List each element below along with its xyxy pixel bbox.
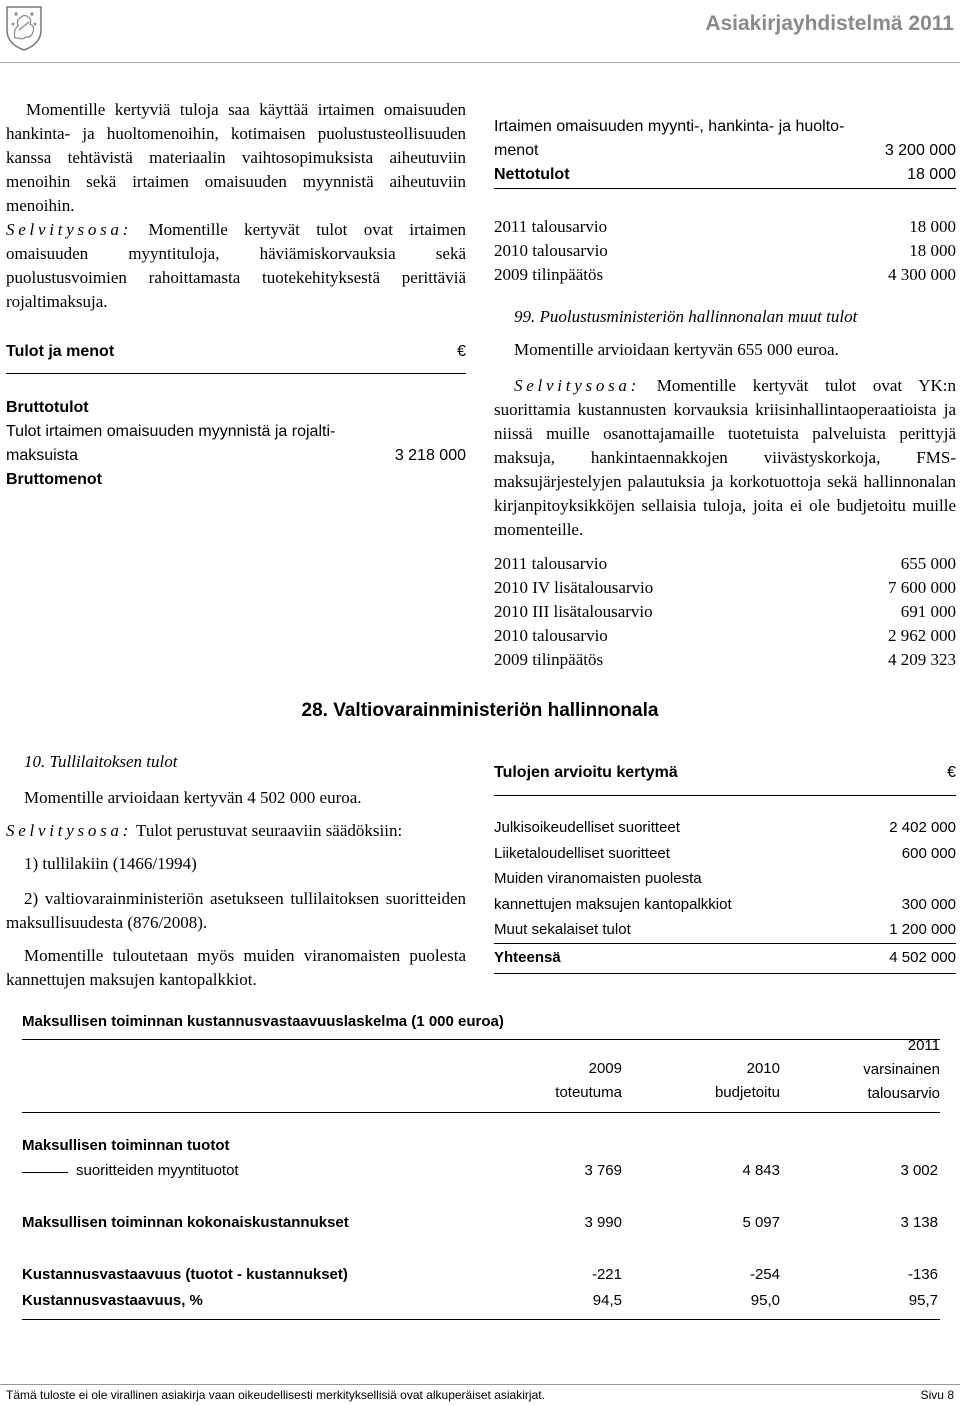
cost-table-title: Maksullisen toiminnan kustannusvastaavuuslaskelma (1 000 euroa) [22, 1013, 504, 1030]
euro-symbol: € [457, 343, 466, 360]
history-row [494, 600, 956, 624]
history-label: 2010 III lisätalousarvio [494, 602, 653, 621]
kertyma-label: kannettujen maksujen kantopalkkiot [494, 895, 732, 913]
header-rule [0, 62, 960, 63]
kv-label: Kustannusvastaavuus (tuotot - kustannukset) [22, 1266, 348, 1283]
selvitysosa-paragraph [6, 218, 466, 314]
cost-table-rule-top [22, 1039, 940, 1040]
history-value: 4 300 000 [888, 265, 956, 284]
footer-text: Tämä tuloste ei ole virallinen asiakirja vaan oikeudellisesti merkityksellisiä ovat alkuperäiset asiakirjat. [6, 1388, 545, 1402]
page-title: Asiakirjayhdistelmä 2011 [705, 12, 954, 35]
right-top-table [494, 115, 956, 187]
footer-rule [0, 1384, 960, 1385]
section-99-selvitysosa [494, 374, 956, 542]
cell: -254 [749, 1266, 780, 1283]
col-header-2011 [830, 1034, 940, 1106]
nettotulot-rule [494, 188, 956, 189]
selvitysosa-text: Momentille kertyvät tulot ovat irtaimen omaisuuden myyntituloja, häviämiskorvauksia sekä puolustusvoimien rahoittamasta tuotekehityksestä perittäviä rojaltimaksuja. [6, 220, 467, 311]
menot-item-line1: Irtaimen omaisuuden myynti-, hankinta- ja huolto- [494, 118, 845, 135]
history-row [494, 552, 956, 576]
cost-table-rule-bottom [22, 1319, 940, 1320]
history-row [494, 648, 956, 672]
history-value: 7 600 000 [888, 578, 956, 597]
history-label: 2011 talousarvio [494, 217, 608, 236]
col-header-type: varsinainen [863, 1061, 940, 1078]
history-value: 18 000 [909, 241, 956, 260]
nettotulot-row [494, 163, 956, 187]
lion-crest-icon [4, 4, 44, 52]
history-row [494, 263, 956, 287]
kokonaiskustannukset-row [22, 1214, 940, 1236]
kertyma-value: 300 000 [901, 895, 956, 913]
history-label: 2009 tilinpäätös [494, 650, 604, 669]
coat-of-arms-logo [4, 4, 44, 52]
tulot-ja-menot-header [6, 343, 466, 361]
kertyma-total-row [494, 947, 956, 969]
selvitysosa-label: Selvitysosa: [514, 376, 641, 395]
law-item-2: 2) valtiovarainministeriön asetukseen tullilaitoksen suoritteiden maksullisuudesta (876/2008). [6, 889, 466, 932]
kertyma-value: 600 000 [901, 844, 956, 862]
history-row [494, 215, 956, 239]
total-rule-bottom [494, 973, 956, 974]
history-value: 691 000 [900, 602, 956, 621]
kertyma-title: Tulojen arvioitu kertymä [494, 764, 678, 781]
nettotulot-value: 18 000 [907, 166, 956, 183]
history-label: 2010 talousarvio [494, 626, 608, 645]
menot-item-row [494, 139, 956, 163]
col-header-type: talousarvio [867, 1085, 940, 1102]
selvitysosa-label: Selvitysosa: [6, 220, 133, 239]
cell: 5 097 [742, 1214, 780, 1231]
col-header-type: budjetoitu [714, 1084, 780, 1101]
kertyma-table [494, 815, 956, 943]
section-10-estimate: Momentille arvioidaan kertyvän 4 502 000 euroa. [24, 788, 362, 807]
footer-page: Sivu 8 [920, 1388, 954, 1402]
section-10-title: 10. Tullilaitoksen tulot [24, 752, 178, 771]
brutto-item-value: 3 218 000 [394, 447, 466, 464]
nettotulot-label: Nettotulot [494, 166, 570, 183]
history-list [494, 215, 956, 287]
bruttomenot-label: Bruttomenot [6, 471, 102, 488]
kertyma-row [494, 841, 956, 867]
cell: 4 843 [742, 1162, 780, 1179]
history-label: 2011 talousarvio [494, 554, 608, 573]
brutto-table [6, 396, 466, 492]
kertyma-rule [494, 795, 956, 796]
selvitysosa-label: Selvitysosa: [6, 821, 133, 840]
chapter-heading: 28. Valtiovarainministeriön hallinnonala [301, 700, 659, 721]
col-header-type: toteutuma [555, 1084, 622, 1101]
cell: 95,7 [908, 1292, 938, 1309]
kertyma-label: Julkisoikeudelliset suoritteet [494, 819, 680, 836]
history-value: 4 209 323 [888, 650, 956, 669]
history-label: 2010 talousarvio [494, 241, 608, 260]
kertyma-row [494, 917, 956, 943]
section-10-note: Momentille tuloutetaan myös muiden viranomaisten puolesta kannettujen maksujen kantopalkkiot. [6, 946, 466, 989]
kertyma-multi-line1: Muiden viranomaisten puolesta [494, 870, 702, 887]
section-99-estimate: Momentille arvioidaan kertyvän 655 000 euroa. [514, 340, 839, 359]
euro-symbol: € [947, 764, 956, 781]
kertyma-label: Liiketaloudelliset suoritteet [494, 844, 670, 862]
menot-item-line2: menot [494, 142, 539, 159]
selvitysosa-text: Tulot perustuvat seuraaviin säädöksiin: [136, 821, 403, 840]
history-label: 2009 tilinpäätös [494, 265, 604, 284]
section-10-selvitysosa [6, 821, 466, 841]
menot-item-value: 3 200 000 [884, 142, 956, 159]
col-header-2009 [520, 1057, 622, 1105]
brutto-item-line1: Tulot irtaimen omaisuuden myynnistä ja rojalti- [6, 423, 336, 440]
cell: 95,0 [750, 1292, 780, 1309]
total-value: 4 502 000 [889, 949, 956, 966]
kertyma-row [494, 892, 956, 918]
table-rule [6, 373, 466, 374]
history-list-2 [494, 552, 956, 672]
cell: 3 138 [900, 1214, 938, 1231]
total-rule [494, 943, 956, 944]
dash-icon [22, 1172, 68, 1173]
col-header-year: 2009 [588, 1060, 622, 1077]
tulot-ja-menot-title: Tulot ja menot [6, 343, 115, 360]
kustannusvastaavuus-row [22, 1266, 940, 1288]
kvp-label: Kustannusvastaavuus, % [22, 1292, 203, 1309]
myynti-row [22, 1162, 940, 1184]
cost-table-rule-head [22, 1112, 940, 1113]
total-label: Yhteensä [494, 949, 561, 966]
kertyma-value: 1 200 000 [889, 921, 956, 938]
cell: -221 [591, 1266, 622, 1283]
history-row [494, 624, 956, 648]
selvitysosa-text: Momentille kertyvät tulot ovat YK:n suorittamia kustannusten korvauksia kriisinhallintaoperaatioista ja niissä muille osanottajamaille tuotetuista palveluista perittyjä maksuja, hankintaennakkojen viivästyskorkoja, FMS-maksujärjestelyjen palautuksia ja korkotuottoja sekä hallinnonalan kirjanpitoyksikköjen sellaisia tuloja, joita ei ole budjetoitu muille momenteille. [494, 376, 957, 539]
tuotot-label: Maksullisen toiminnan tuotot [22, 1137, 230, 1154]
section-99-title: 99. Puolustusministeriön hallinnonalan muut tulot [514, 307, 858, 326]
kertyma-header [494, 764, 956, 782]
cell: 94,5 [592, 1292, 622, 1309]
cell: 3 990 [584, 1214, 622, 1231]
brutto-item-row [6, 444, 466, 468]
kustannusvastaavuus-pct-row [22, 1292, 940, 1314]
history-row [494, 576, 956, 600]
bruttotulot-label: Bruttotulot [6, 399, 89, 416]
kertyma-label: Muut sekalaiset tulot [494, 921, 631, 938]
history-label: 2010 IV lisätalousarvio [494, 578, 654, 597]
history-value: 18 000 [909, 217, 956, 236]
history-value: 2 962 000 [888, 626, 956, 645]
law-item-1: 1) tullilakiin (1466/1994) [24, 854, 197, 873]
kertyma-value: 2 402 000 [889, 819, 956, 836]
cell: 3 002 [900, 1162, 938, 1179]
kertyma-row [494, 815, 956, 841]
brutto-item-line2: maksuista [6, 447, 79, 464]
myynti-label: suoritteiden myyntituotot [76, 1162, 239, 1179]
intro-paragraph: Momentille kertyviä tuloja saa käyttää irtaimen omaisuuden hankinta- ja huoltomenoihin, kotimaisen puolustusteollisuuden kanssa tehtävistä materiaalin vaihtosopimuksista aiheutuviin menoihin sekä irtaimen omaisuuden myynnistä aiheutuviin menoihin. [6, 100, 466, 215]
history-row [494, 239, 956, 263]
left-top-column [6, 98, 466, 314]
cell: -136 [907, 1266, 938, 1283]
cell: 3 769 [584, 1162, 622, 1179]
col-header-year: 2011 [907, 1037, 940, 1054]
col-header-year: 2010 [746, 1060, 780, 1077]
kok-label: Maksullisen toiminnan kokonaiskustannukset [22, 1214, 349, 1231]
col-header-2010 [680, 1057, 780, 1105]
history-value: 655 000 [900, 554, 956, 573]
tuotot-row [22, 1137, 940, 1159]
